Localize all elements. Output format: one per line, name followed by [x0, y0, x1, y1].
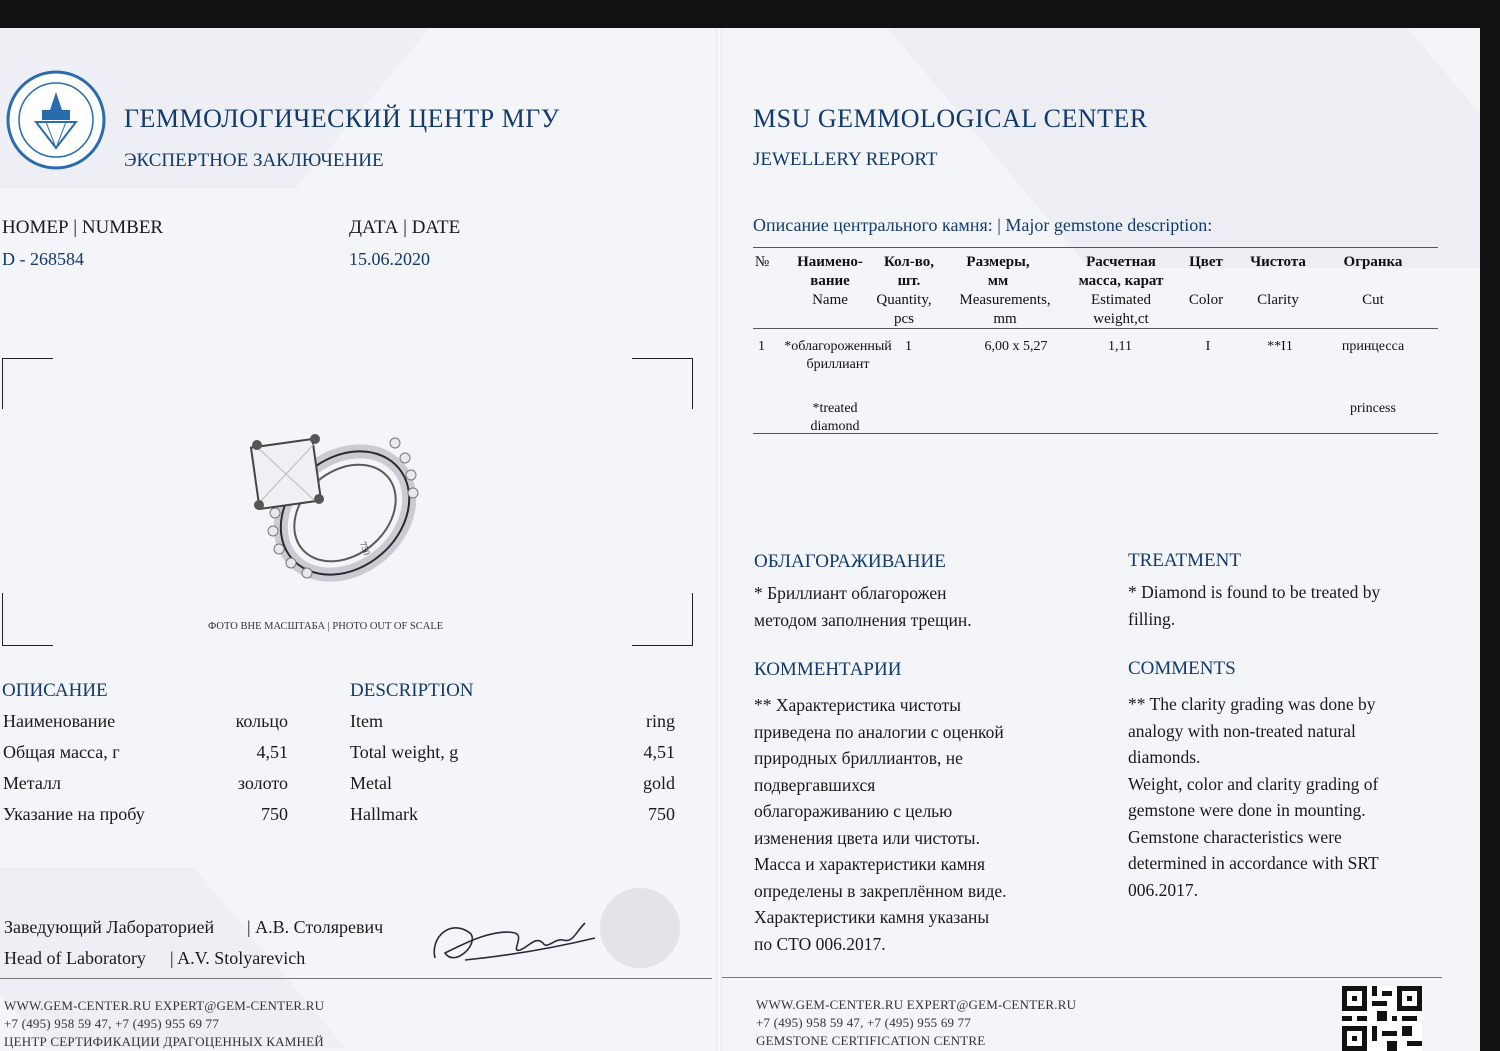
comments-title-ru: КОММЕНТАРИИ	[754, 659, 902, 680]
description-title-en: DESCRIPTION	[350, 680, 474, 701]
td-color: I	[1205, 339, 1211, 354]
treatment-text-en: * Diamond is found to be treated by filling.	[1128, 582, 1381, 629]
head-of-lab-en: Head of Laboratory	[4, 948, 146, 968]
footer-divider	[722, 977, 1442, 978]
th-cut-en: Cut	[1362, 292, 1384, 308]
desc-en-label: Total weight, g	[350, 742, 459, 762]
photo-frame-corner	[2, 358, 53, 409]
report-title-ru: ЭКСПЕРТНОЕ ЗАКЛЮЧЕНИЕ	[124, 150, 384, 171]
desc-en-label: Metal	[350, 773, 392, 793]
footer-web-left: WWW.GEM-CENTER.RU EXPERT@GEM-CENTER.RU	[4, 998, 325, 1013]
ring-photo	[235, 403, 435, 583]
desc-ru-value: 4,51	[256, 742, 288, 762]
th-color-en: Color	[1188, 292, 1224, 308]
th-size-ru: Размеры, мм	[966, 254, 1030, 289]
org-title-en: MSU GEMMOLOGICAL CENTER	[753, 104, 1148, 133]
th-name-en: Name	[812, 292, 848, 308]
treatment-title-en: TREATMENT	[1128, 550, 1241, 571]
th-weight-ru: Расчетная масса, карат	[1078, 254, 1164, 289]
photo-frame-corner	[632, 593, 693, 646]
desc-en-value: ring	[646, 711, 675, 731]
td-weight: 1,11	[1108, 339, 1132, 354]
head-of-lab-name-ru: | А.В. Столяревич	[247, 917, 384, 937]
td-name-ru: *облагороженный бриллиант	[784, 339, 892, 372]
th-clarity-en: Clarity	[1257, 292, 1299, 308]
certificate-sheet	[0, 28, 1480, 1051]
desc-ru-value: кольцо	[235, 711, 288, 731]
td-size: 6,00 x 5,27	[984, 339, 1048, 354]
desc-en-value: gold	[642, 773, 675, 793]
footer-centre-left: ЦЕНТР СЕРТИФИКАЦИИ ДРАГОЦЕННЫХ КАМНЕЙ	[4, 1034, 324, 1049]
desc-en-label: Hallmark	[350, 804, 418, 824]
th-qty-ru: Кол-во, шт.	[883, 254, 935, 289]
th-size-en: Measurements, mm	[959, 292, 1051, 327]
th-qty-en: Quantity, pcs	[876, 292, 932, 327]
th-cut-ru: Огранка	[1343, 254, 1403, 270]
msu-gem-center-logo	[6, 70, 106, 170]
desc-ru-label: Металл	[3, 773, 61, 793]
desc-ru-value: 750	[261, 804, 288, 824]
table-rule	[753, 247, 1438, 248]
description-title-ru: ОПИСАНИЕ	[2, 680, 108, 701]
comments-text-ru: ** Характеристика чистоты приведена по аналогии с оценкой природных бриллиантов, не подвергавшихся облагораживанию с целью изменения цвета или чистоты. Масса и характеристики камня определены в закреплённом виде. Характеристики камня указаны по СТО 006.2017.	[754, 695, 1007, 954]
td-number: 1	[758, 339, 765, 354]
comments-text-en: ** The clarity grading was done by analogy with non-treated natural diamonds. Weight, color and clarity grading of gemstone were done in mounting. Gemstone characteristics were determined in accordance with SRT 006.2017.	[1128, 694, 1379, 900]
signature	[425, 898, 605, 978]
date-value: 15.06.2020	[349, 249, 430, 269]
th-number: №	[754, 254, 770, 270]
th-weight-en: Estimated weight,ct	[1091, 292, 1151, 327]
photo-caption: ФОТО ВНЕ МАСШТАБА | PHOTO OUT OF SCALE	[208, 621, 444, 632]
td-cut-en: princess	[1350, 401, 1396, 416]
hologram-seal	[600, 888, 680, 968]
th-color-ru: Цвет	[1189, 254, 1223, 270]
desc-ru-label: Наименование	[3, 711, 116, 731]
desc-ru-label: Указание на пробу	[3, 804, 145, 824]
footer-phone-left: +7 (495) 958 59 47, +7 (495) 955 69 77	[4, 1016, 220, 1031]
footer-centre-right: GEMSTONE CERTIFICATION CENTRE	[756, 1033, 986, 1048]
head-of-lab-ru: Заведующий Лабораторией	[4, 917, 215, 937]
photo-frame-corner	[632, 358, 693, 409]
footer-divider	[0, 978, 712, 979]
gemstone-table-title: Описание центрального камня: | Major gemstone description:	[753, 215, 1213, 235]
head-of-lab-name-en: | A.V. Stolyarevich	[170, 948, 306, 968]
th-name-ru: Наимено- вание	[797, 254, 863, 289]
number-label: НОМЕР | NUMBER	[2, 217, 164, 238]
desc-en-value: 4,51	[643, 742, 675, 762]
date-label: ДАТА | DATE	[349, 217, 461, 238]
number-value: D - 268584	[2, 249, 84, 269]
desc-ru-label: Общая масса, г	[3, 742, 120, 762]
td-clarity: **I1	[1267, 339, 1293, 354]
photo-frame-corner	[2, 593, 53, 646]
th-clarity-ru: Чистота	[1250, 254, 1306, 270]
td-qty: 1	[905, 339, 912, 354]
td-cut-ru: принцесса	[1341, 339, 1405, 354]
qr-code	[1342, 986, 1422, 1051]
org-title-ru: ГЕММОЛОГИЧЕСКИЙ ЦЕНТР МГУ	[124, 104, 560, 133]
desc-ru-value: золото	[237, 773, 288, 793]
comments-title-en: COMMENTS	[1128, 658, 1236, 679]
td-name-en: *treated diamond	[810, 401, 860, 434]
treatment-text-ru: * Бриллиант облагорожен методом заполнения трещин.	[754, 583, 972, 630]
ring-hallmark-text: 750	[358, 540, 373, 557]
treatment-title-ru: ОБЛАГОРАЖИВАНИЕ	[754, 551, 946, 572]
desc-en-label: Item	[350, 711, 383, 731]
page-fold	[716, 28, 722, 1051]
footer-web-right: WWW.GEM-CENTER.RU EXPERT@GEM-CENTER.RU	[756, 997, 1077, 1012]
report-title-en: JEWELLERY REPORT	[753, 149, 938, 170]
footer-phone-right: +7 (495) 958 59 47, +7 (495) 955 69 77	[756, 1015, 972, 1030]
desc-en-value: 750	[648, 804, 675, 824]
